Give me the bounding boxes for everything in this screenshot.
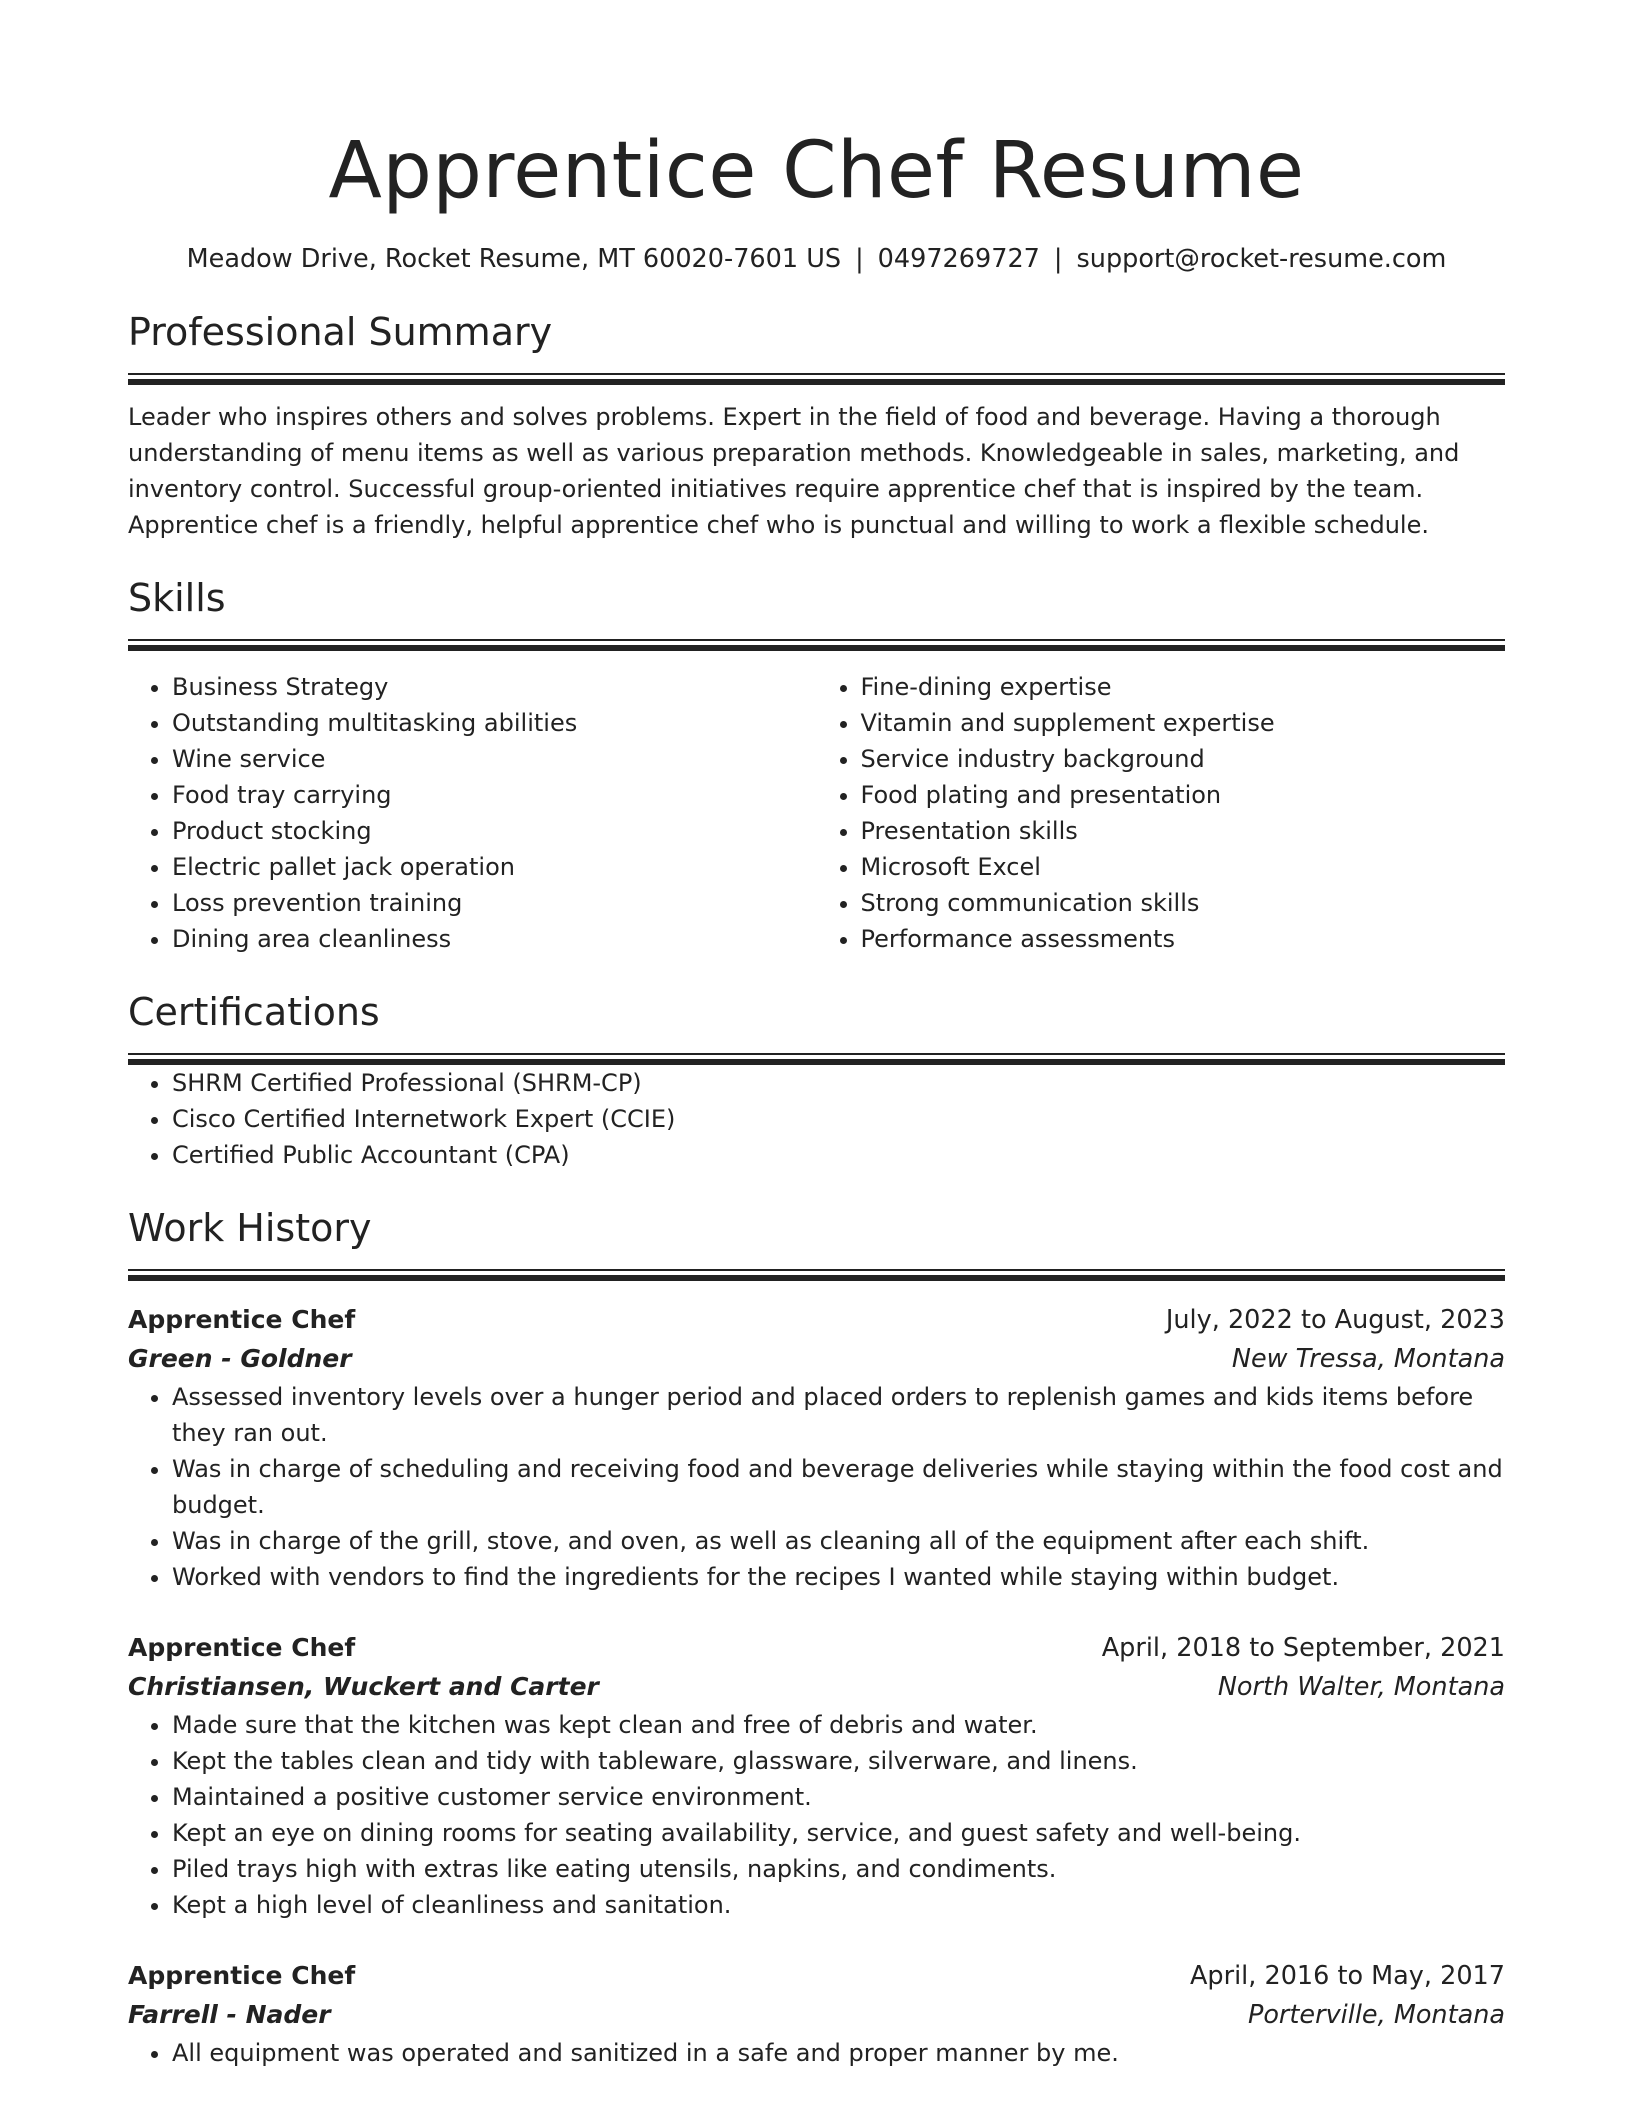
skill-item: • Food plating and presentation [861,777,1506,813]
skills-column-right [817,669,1506,957]
skill-item: • Electric pallet jack operation [172,849,817,885]
job-bullet: • Kept an eye on dining rooms for seating availability, service, and guest safety and well-being. [172,1815,1505,1851]
job-dates: July, 2022 to August, 2023 [1165,1305,1505,1335]
job-entry [128,1957,1505,2071]
skill-item: • Outstanding multitasking abilities [172,705,817,741]
section-divider [128,373,1505,385]
job-company: Green - Goldner [128,1344,352,1373]
job-header-row [128,1301,1505,1339]
job-bullet-list [128,1707,1505,1923]
certification-item: • SHRM Certified Professional (SHRM-CP) [172,1065,1505,1101]
contact-phone: 0497269727 [877,244,1040,274]
summary-text: Leader who inspires others and solves problems. Expert in the field of food and beverage. Having a thorough understanding of menu items as well as various preparation methods. Knowledgeable in sales, marketing, and inventory control. Successful group-oriented initiatives require apprentice chef that is inspired by the team. Apprentice chef is a friendly, helpful apprentice chef who is punctual and willing to work a flexible schedule. [128,403,1460,539]
skills-list-right [817,669,1506,957]
skill-item: • Loss prevention training [172,885,817,921]
job-bullet: • Piled trays high with extras like eating utensils, napkins, and condiments. [172,1851,1505,1887]
contact-email[interactable]: support@rocket-resume.com [1076,244,1447,274]
job-header-row [128,1957,1505,1995]
certifications-list [128,1065,1505,1173]
certifications-section [128,987,1505,1173]
skill-item: • Fine-dining expertise [861,669,1506,705]
job-subheader-row [128,1339,1505,1379]
job-bullet: • Was in charge of scheduling and receiving food and beverage deliveries while staying within the food cost and budget. [172,1451,1505,1523]
contact-separator: | [1053,244,1063,274]
job-bullet: • Kept the tables clean and tidy with tableware, glassware, silverware, and linens. [172,1743,1505,1779]
job-entry [128,1629,1505,1923]
skills-list-left [128,669,817,957]
skill-item: • Dining area cleanliness [172,921,817,957]
job-bullet: • Made sure that the kitchen was kept clean and free of debris and water. [172,1707,1505,1743]
skill-item: • Food tray carrying [172,777,817,813]
skill-item: • Product stocking [172,813,817,849]
job-entry [128,1301,1505,1595]
job-location: Porterville, Montana [1247,2000,1505,2030]
job-subheader-row [128,1667,1505,1707]
skill-item: • Performance assessments [861,921,1506,957]
certification-item: • Cisco Certified Internetwork Expert (CCIE) [172,1101,1505,1137]
skill-item: • Microsoft Excel [861,849,1506,885]
job-bullet: • Kept a high level of cleanliness and sanitation. [172,1887,1505,1923]
job-company: Christiansen, Wuckert and Carter [128,1672,599,1701]
section-heading-skills: Skills [128,576,226,620]
job-bullet: • All equipment was operated and sanitized in a safe and proper manner by me. [172,2035,1505,2071]
job-location: North Walter, Montana [1217,1672,1505,1702]
job-bullet-list [128,2035,1505,2071]
section-heading-summary: Professional Summary [128,310,553,354]
skills-column-left [128,669,817,957]
skill-item: • Vitamin and supplement expertise [861,705,1506,741]
job-title: Apprentice Chef [128,1961,356,1990]
job-dates: April, 2016 to May, 2017 [1189,1961,1505,1991]
section-divider [128,639,1505,651]
skill-item: • Presentation skills [861,813,1506,849]
job-dates: April, 2018 to September, 2021 [1101,1633,1505,1663]
certification-item: • Certified Public Accountant (CPA) [172,1137,1505,1173]
section-heading-work-history: Work History [128,1206,372,1250]
work-history-section [128,1203,1505,2071]
section-divider [128,1053,1505,1065]
job-header-row [128,1629,1505,1667]
job-bullet-list [128,1379,1505,1595]
job-location: New Tressa, Montana [1231,1344,1505,1374]
job-bullet: • Maintained a positive customer service environment. [172,1779,1505,1815]
job-subheader-row [128,1995,1505,2035]
summary-section [128,307,1505,543]
job-bullet: • Worked with vendors to find the ingredients for the recipes I wanted while staying within budget. [172,1559,1505,1595]
skill-item: • Service industry background [861,741,1506,777]
section-divider [128,1269,1505,1281]
section-heading-certifications: Certifications [128,990,380,1034]
resume-title: Apprentice Chef Resume [328,126,1305,216]
job-bullet: • Was in charge of the grill, stove, and oven, as well as cleaning all of the equipment after each shift. [172,1523,1505,1559]
skill-item: • Strong communication skills [861,885,1506,921]
contact-separator: | [855,244,864,274]
skill-item: • Wine service [172,741,817,777]
skill-item: • Business Strategy [172,669,817,705]
contact-address: Meadow Drive, Rocket Resume, MT 60020-7601 US [186,244,842,274]
job-company: Farrell - Nader [128,2000,331,2029]
job-title: Apprentice Chef [128,1305,356,1334]
skills-grid [128,669,1505,957]
job-title: Apprentice Chef [128,1633,356,1662]
skills-section [128,573,1505,957]
contact-line [128,241,1505,277]
job-bullet: • Assessed inventory levels over a hunger period and placed orders to replenish games and kids items before they ran out. [172,1379,1505,1451]
